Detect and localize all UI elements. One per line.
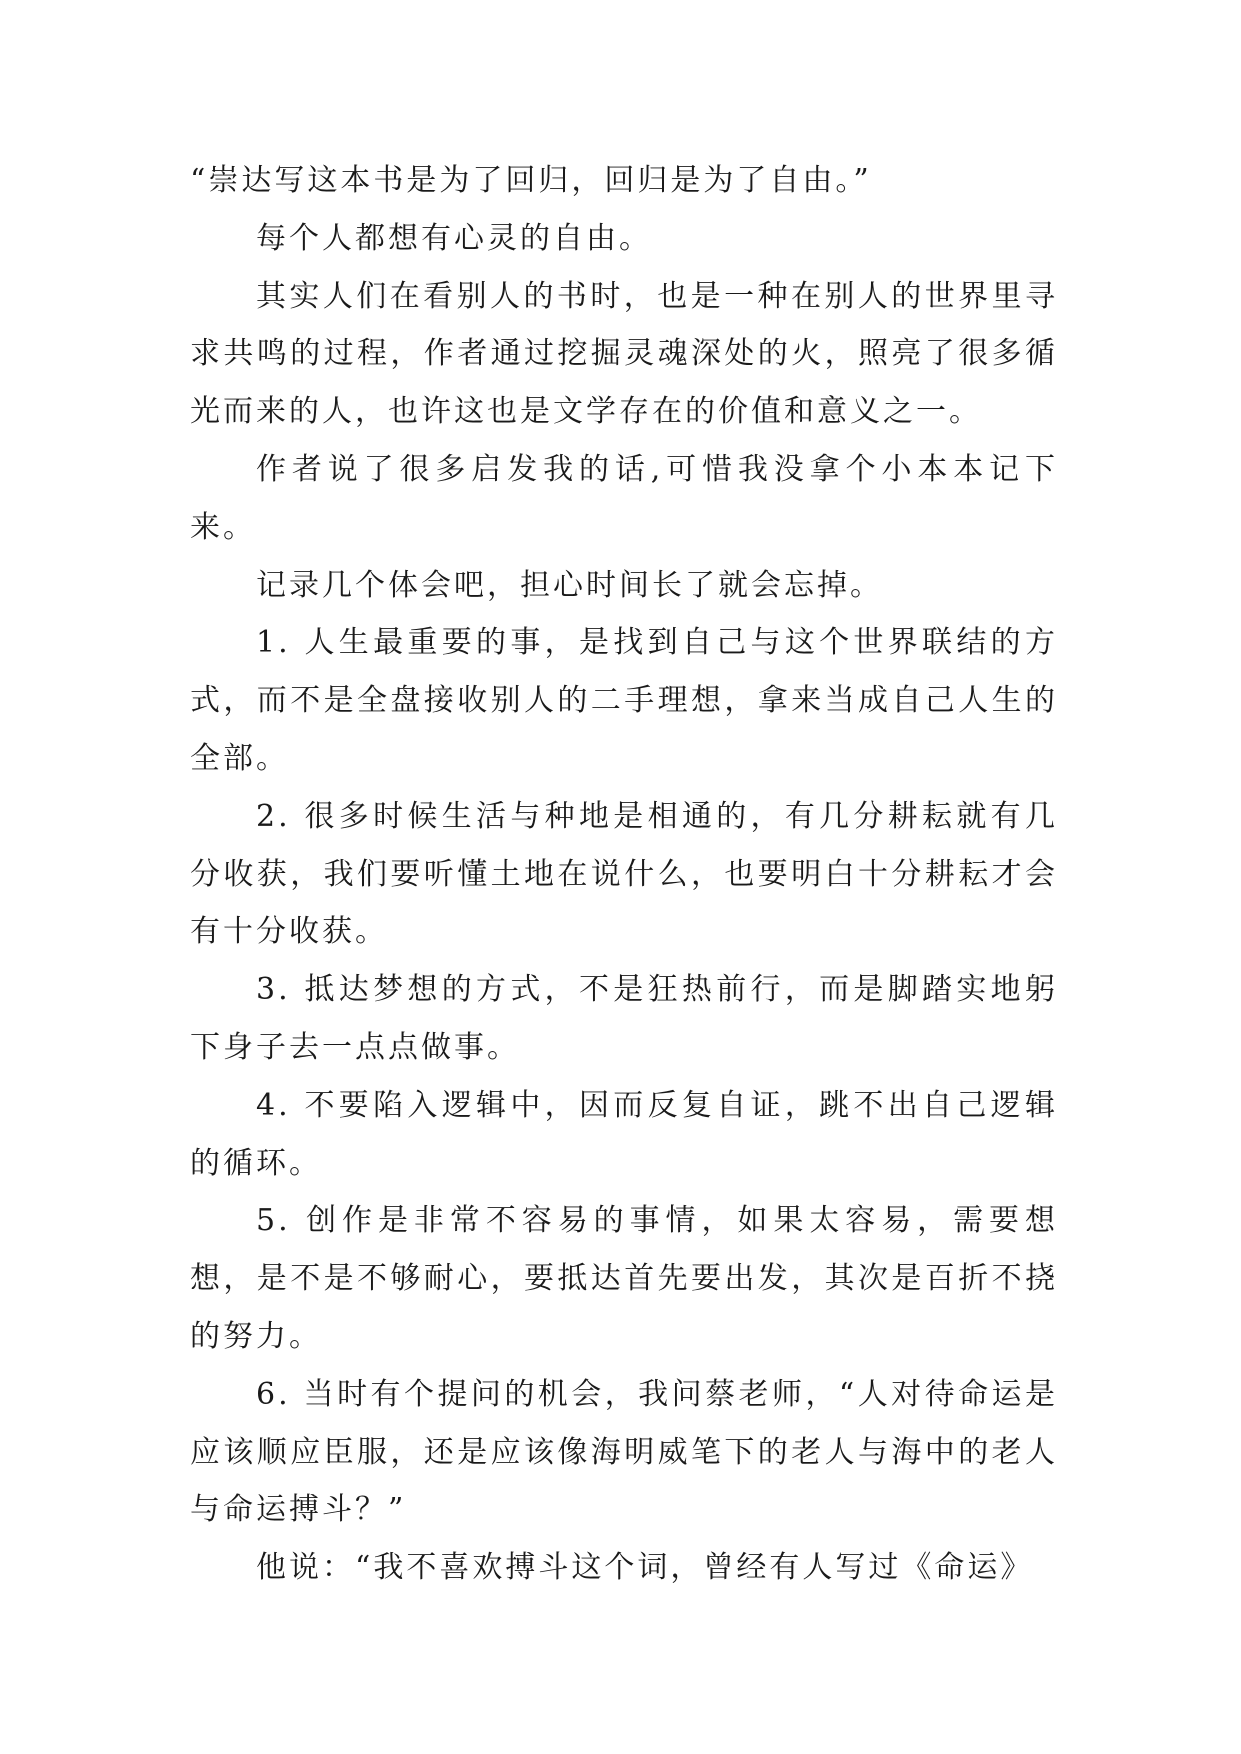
list-item-5: 5. 创作是非常不容易的事情，如果太容易，需要想想，是不是不够耐心，要抵达首先要出发，其次是百折不挠的努力。 bbox=[190, 1203, 1058, 1354]
document-page bbox=[190, 152, 1058, 1597]
paragraph-resonance: 其实人们在看别人的书时，也是一种在别人的世界里寻求共鸣的过程，作者通过挖掘灵魂深处的火，照亮了很多循光而来的人，也许这也是文学存在的价值和意义之一。 bbox=[190, 278, 1058, 430]
paragraph-quote-intro: “崇达写这本书是为了回归，回归是为了自由。” bbox=[190, 163, 872, 198]
paragraph-freedom: 每个人都想有心灵的自由。 bbox=[256, 220, 652, 256]
list-item-2: 2. 很多时候生活与种地是相通的，有几分耕耘就有几分收获，我们要听懂土地在说什么，也要明白十分耕耘才会有十分收获。 bbox=[190, 798, 1058, 950]
list-item-1: 1. 人生最重要的事，是找到自己与这个世界联结的方式，而不是全盘接收别人的二手理想，拿来当成自己人生的全部。 bbox=[190, 625, 1058, 776]
paragraph-answer: 他说：“我不喜欢搏斗这个词，曾经有人写过《命运》 bbox=[256, 1550, 1034, 1586]
list-item-3: 3. 抵达梦想的方式，不是狂热前行，而是脚踏实地躬下身子去一点点做事。 bbox=[190, 972, 1058, 1065]
list-item-6: 6. 当时有个提问的机会，我问蔡老师，“人对待命运是应该顺应臣服，还是应该像海明威笔下的老人与海中的老人与命运搏斗？” bbox=[190, 1376, 1058, 1528]
paragraph-record: 记录几个体会吧，担心时间长了就会忘掉。 bbox=[256, 567, 883, 603]
list-item-4: 4. 不要陷入逻辑中，因而反复自证，跳不出自己逻辑的循环。 bbox=[190, 1087, 1058, 1181]
paragraph-inspiration: 作者说了很多启发我的话,可惜我没拿个小本本记下来。 bbox=[190, 451, 1058, 545]
